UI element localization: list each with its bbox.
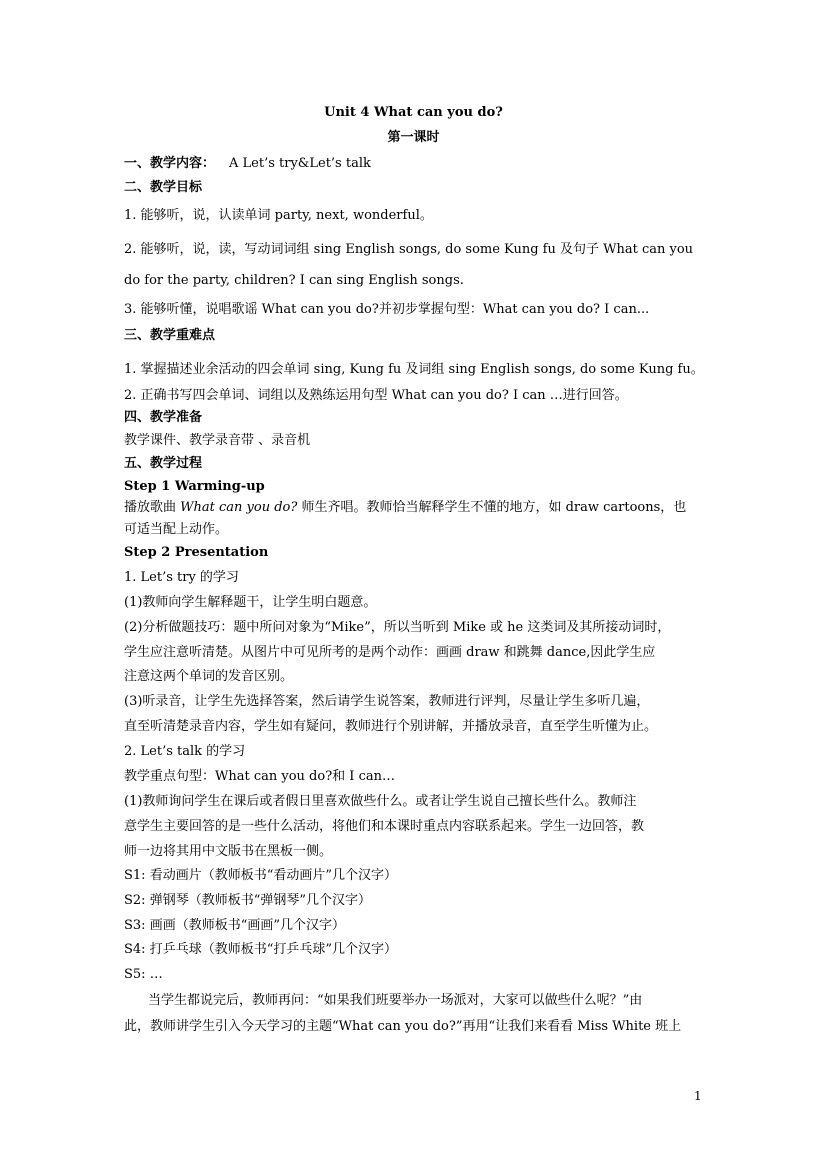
section-2-heading: 二、教学目标 (124, 180, 203, 195)
talk-key-sentence: 教学重点句型：What can you do?和 I can… (124, 769, 395, 784)
goal-3: 3. 能够听懂，说唱歌谣 What can you do?并初步掌握句型：What can you do? I can... (124, 302, 650, 317)
lesson-subtitle: 第一课时 (387, 130, 440, 145)
key-point-2: 2. 正确书写四会单词、词组以及熟练运用句型 What can you do? I can …进行回答。 (124, 388, 628, 403)
section-content (124, 155, 371, 173)
section-3-heading: 三、教学重难点 (124, 328, 216, 343)
student-answer-5: S5: … (124, 967, 163, 982)
section-5-heading: 五、教学过程 (124, 456, 203, 471)
talk-1-line-3: 师一边将其用中文版书在黑板一侧。 (124, 844, 333, 859)
talk-1-line-1: (1)教师询问学生在课后或者假日里喜欢做些什么。或者让学生说自己擅长些什么。教师注 (124, 794, 637, 809)
preparation-text: 教学课件、教学录音带 、录音机 (124, 433, 311, 448)
try-3-line-1: (3)听录音，让学生先选择答案，然后请学生说答案，教师进行评判，尽量让学生多听几遍， (124, 694, 650, 709)
section-4-heading: 四、教学准备 (124, 410, 203, 425)
goal-1: 1. 能够听，说，认读单词 party, next, wonderful。 (124, 208, 433, 223)
talk-1-line-2: 意学生主要回答的是一些什么活动，将他们和本课时重点内容联系起来。学生一边回答，教 (124, 819, 645, 834)
song-title: What can you do? (180, 500, 298, 515)
student-answer-3: S3: 画画（教师板书“画画”几个汉字） (124, 918, 345, 933)
step-1-heading: Step 1 Warming-up (124, 479, 265, 494)
warmup-line-2: 可适当配上动作。 (124, 522, 229, 537)
warmup-text: 播放歌曲 (124, 500, 181, 515)
document-title: Unit 4 What can you do? (324, 105, 503, 120)
lets-talk-heading: 2. Let’s talk 的学习 (124, 744, 246, 759)
student-answer-1: S1: 看动画片（教师板书“看动画片”几个汉字） (124, 868, 397, 883)
try-3-line-2: 直至听清楚录音内容，学生如有疑问，教师进行个别讲解，并播放录音，直至学生听懂为止。 (124, 719, 658, 734)
student-answer-4: S4: 打乒乓球（教师板书“打乒乓球”几个汉字） (124, 942, 397, 957)
goal-2-line-1: 2. 能够听，说，读，写动词词组 sing English songs, do some Kung fu 及句子 What can you (124, 242, 694, 257)
warmup-line-1 (124, 499, 686, 517)
lets-try-heading: 1. Let’s try 的学习 (124, 570, 239, 585)
closing-line-2: 此，教师讲学生引入今天学习的主题“What can you do?”再用“让我们来看看 Miss White 班上 (124, 1019, 682, 1034)
goal-2-line-2: do for the party, children? I can sing English songs. (124, 273, 464, 288)
section-1-text: A Let’s try&Let’s talk (229, 156, 371, 171)
closing-line-1: 当学生都说完后，教师再问：“如果我们班要举办一场派对，大家可以做些什么呢？”由 (148, 993, 643, 1008)
student-answer-2: S2: 弹钢琴（教师板书“弹钢琴”几个汉字） (124, 893, 371, 908)
try-1: (1)教师向学生解释题干，让学生明白题意。 (124, 595, 377, 610)
section-1-heading: 一、教学内容： (124, 156, 216, 171)
warmup-text: 师生齐唱。教师恰当解释学生不懂的地方，如 draw cartoons，也 (297, 500, 687, 515)
page-number: 1 (694, 1089, 702, 1103)
key-point-1: 1. 掌握描述业余活动的四会单词 sing, Kung fu 及词组 sing English songs, do some Kung fu。 (124, 362, 704, 377)
try-2-line-2: 学生应注意听清楚。从图片中可见所考的是两个动作：画画 draw 和跳舞 dance,因此学生应 (124, 645, 656, 660)
step-2-heading: Step 2 Presentation (124, 545, 269, 560)
try-2-line-1: (2)分析做题技巧：题中所问对象为“Mike”，所以当听到 Mike 或 he 这类词及其所接动词时， (124, 620, 671, 635)
try-2-line-3: 注意这两个单词的发音区别。 (124, 669, 294, 684)
